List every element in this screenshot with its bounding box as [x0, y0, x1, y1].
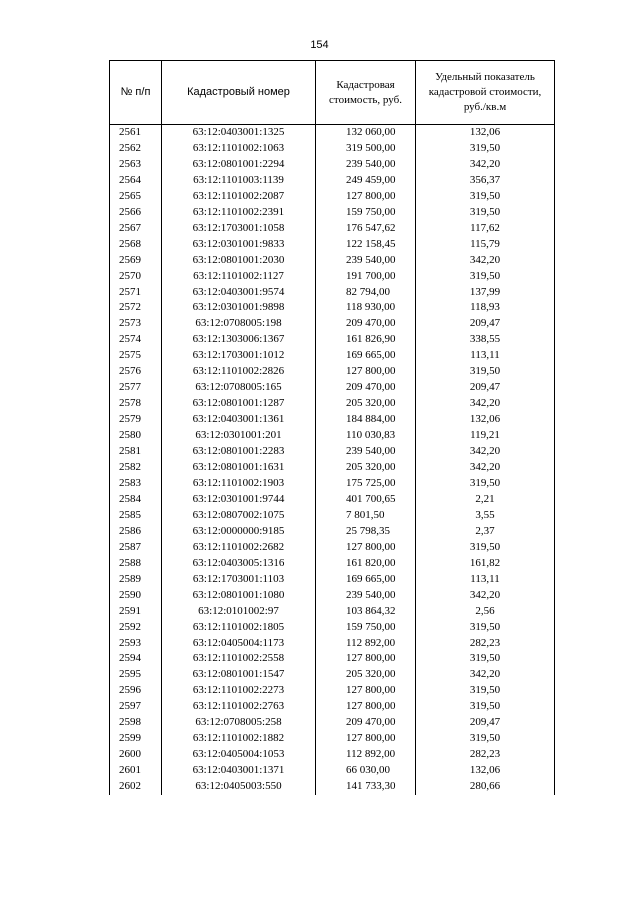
cadastral-value: 239 540,00 [316, 444, 416, 460]
row-number: 2597 [110, 699, 162, 715]
table-row [110, 253, 555, 269]
cadastral-number: 63:12:0301001:9898 [162, 300, 316, 316]
cadastral-value: 205 320,00 [316, 460, 416, 476]
cadastral-number: 63:12:1101002:2087 [162, 189, 316, 205]
cadastral-value: 127 800,00 [316, 540, 416, 556]
unit-indicator: 209,47 [416, 380, 555, 396]
unit-indicator: 319,50 [416, 699, 555, 715]
unit-indicator: 319,50 [416, 731, 555, 747]
cadastral-number: 63:12:1101002:1063 [162, 141, 316, 157]
unit-indicator: 282,23 [416, 636, 555, 652]
cadastral-number: 63:12:1101002:1882 [162, 731, 316, 747]
row-number: 2574 [110, 332, 162, 348]
row-number: 2577 [110, 380, 162, 396]
table-row [110, 620, 555, 636]
table-row [110, 428, 555, 444]
cadastral-number: 63:12:1703001:1103 [162, 572, 316, 588]
row-number: 2599 [110, 731, 162, 747]
cadastral-number: 63:12:0801001:1547 [162, 667, 316, 683]
header-cadastral-value: Кадастровая стоимость, руб. [316, 61, 416, 125]
row-number: 2592 [110, 620, 162, 636]
cadastral-value: 184 884,00 [316, 412, 416, 428]
cadastral-value: 112 892,00 [316, 747, 416, 763]
table-row [110, 683, 555, 699]
cadastral-number: 63:12:0801001:1080 [162, 588, 316, 604]
row-number: 2602 [110, 779, 162, 795]
cadastral-number: 63:12:0801001:2294 [162, 157, 316, 173]
table-row [110, 476, 555, 492]
cadastral-number: 63:12:0708005:198 [162, 316, 316, 332]
header-unit-indicator: Удельный показатель кадастровой стоимости, руб./кв.м [416, 61, 555, 125]
row-number: 2564 [110, 173, 162, 189]
table-row [110, 667, 555, 683]
cadastral-number: 63:12:0708005:258 [162, 715, 316, 731]
cadastral-number: 63:12:1101002:2763 [162, 699, 316, 715]
unit-indicator: 117,62 [416, 221, 555, 237]
table-row [110, 508, 555, 524]
cadastral-value: 127 800,00 [316, 189, 416, 205]
table-row [110, 572, 555, 588]
cadastral-value: 169 665,00 [316, 348, 416, 364]
cadastral-value: 112 892,00 [316, 636, 416, 652]
cadastral-number: 63:12:0000000:9185 [162, 524, 316, 540]
unit-indicator: 356,37 [416, 173, 555, 189]
table-row [110, 221, 555, 237]
table-row [110, 636, 555, 652]
cadastral-number: 63:12:0403005:1316 [162, 556, 316, 572]
row-number: 2586 [110, 524, 162, 540]
cadastral-number: 63:12:1101002:2558 [162, 651, 316, 667]
cadastral-number: 63:12:0405003:550 [162, 779, 316, 795]
row-number: 2598 [110, 715, 162, 731]
table-row [110, 460, 555, 476]
table-row [110, 173, 555, 189]
table-row [110, 731, 555, 747]
page-number: 154 [310, 39, 329, 51]
row-number: 2563 [110, 157, 162, 173]
cadastral-number: 63:12:0403001:1371 [162, 763, 316, 779]
cadastral-number: 63:12:1101003:1139 [162, 173, 316, 189]
unit-indicator: 319,50 [416, 540, 555, 556]
cadastral-number: 63:12:0301001:9833 [162, 237, 316, 253]
cadastral-number: 63:12:0403001:1325 [162, 125, 316, 141]
table-body [110, 125, 555, 796]
row-number: 2578 [110, 396, 162, 412]
cadastral-number: 63:12:0101002:97 [162, 604, 316, 620]
cadastral-number: 63:12:0403001:1361 [162, 412, 316, 428]
cadastral-value: 118 930,00 [316, 300, 416, 316]
unit-indicator: 319,50 [416, 205, 555, 221]
table-row [110, 141, 555, 157]
cadastral-value: 159 750,00 [316, 205, 416, 221]
row-number: 2591 [110, 604, 162, 620]
table-row [110, 237, 555, 253]
row-number: 2600 [110, 747, 162, 763]
row-number: 2584 [110, 492, 162, 508]
cadastral-value: 161 820,00 [316, 556, 416, 572]
unit-indicator: 319,50 [416, 476, 555, 492]
cadastral-number: 63:12:1703001:1012 [162, 348, 316, 364]
table-row [110, 604, 555, 620]
row-number: 2576 [110, 364, 162, 380]
row-number: 2589 [110, 572, 162, 588]
cadastral-value: 141 733,30 [316, 779, 416, 795]
unit-indicator: 113,11 [416, 572, 555, 588]
cadastral-number: 63:12:1303006:1367 [162, 332, 316, 348]
cadastral-value: 239 540,00 [316, 157, 416, 173]
unit-indicator: 2,37 [416, 524, 555, 540]
row-number: 2595 [110, 667, 162, 683]
cadastral-number: 63:12:1101002:1805 [162, 620, 316, 636]
table-row [110, 157, 555, 173]
cadastral-number: 63:12:0801001:1631 [162, 460, 316, 476]
unit-indicator: 3,55 [416, 508, 555, 524]
table-row [110, 396, 555, 412]
cadastral-value: 7 801,50 [316, 508, 416, 524]
unit-indicator: 342,20 [416, 588, 555, 604]
cadastral-value: 159 750,00 [316, 620, 416, 636]
row-number: 2570 [110, 269, 162, 285]
table-row [110, 444, 555, 460]
cadastral-number: 63:12:1101002:2391 [162, 205, 316, 221]
table-row [110, 189, 555, 205]
table-row [110, 380, 555, 396]
table-row [110, 269, 555, 285]
table-row [110, 715, 555, 731]
unit-indicator: 280,66 [416, 779, 555, 795]
row-number: 2580 [110, 428, 162, 444]
row-number: 2588 [110, 556, 162, 572]
cadastral-number: 63:12:0405004:1173 [162, 636, 316, 652]
table-row [110, 651, 555, 667]
unit-indicator: 342,20 [416, 667, 555, 683]
row-number: 2571 [110, 285, 162, 301]
unit-indicator: 161,82 [416, 556, 555, 572]
cadastral-value: 122 158,45 [316, 237, 416, 253]
unit-indicator: 209,47 [416, 316, 555, 332]
row-number: 2582 [110, 460, 162, 476]
table-row [110, 779, 555, 795]
unit-indicator: 118,93 [416, 300, 555, 316]
row-number: 2587 [110, 540, 162, 556]
cadastral-number: 63:12:0708005:165 [162, 380, 316, 396]
cadastral-value: 319 500,00 [316, 141, 416, 157]
cadastral-table [109, 60, 555, 795]
unit-indicator: 132,06 [416, 412, 555, 428]
cadastral-value: 66 030,00 [316, 763, 416, 779]
row-number: 2596 [110, 683, 162, 699]
row-number: 2581 [110, 444, 162, 460]
table-row [110, 364, 555, 380]
unit-indicator: 319,50 [416, 141, 555, 157]
cadastral-number: 63:12:0301001:201 [162, 428, 316, 444]
cadastral-value: 169 665,00 [316, 572, 416, 588]
cadastral-value: 127 800,00 [316, 699, 416, 715]
table-row [110, 540, 555, 556]
table-header [110, 61, 555, 125]
cadastral-value: 209 470,00 [316, 715, 416, 731]
row-number: 2573 [110, 316, 162, 332]
unit-indicator: 2,21 [416, 492, 555, 508]
cadastral-value: 127 800,00 [316, 683, 416, 699]
table-row [110, 588, 555, 604]
cadastral-number: 63:12:0807002:1075 [162, 508, 316, 524]
cadastral-number: 63:12:0801001:2283 [162, 444, 316, 460]
cadastral-value: 175 725,00 [316, 476, 416, 492]
cadastral-number: 63:12:1101002:1127 [162, 269, 316, 285]
unit-indicator: 2,56 [416, 604, 555, 620]
unit-indicator: 319,50 [416, 189, 555, 205]
unit-indicator: 342,20 [416, 460, 555, 476]
cadastral-value: 249 459,00 [316, 173, 416, 189]
table-row [110, 316, 555, 332]
row-number: 2594 [110, 651, 162, 667]
unit-indicator: 342,20 [416, 444, 555, 460]
table-row [110, 524, 555, 540]
row-number: 2579 [110, 412, 162, 428]
row-number: 2561 [110, 125, 162, 141]
unit-indicator: 319,50 [416, 269, 555, 285]
row-number: 2569 [110, 253, 162, 269]
row-number: 2567 [110, 221, 162, 237]
unit-indicator: 338,55 [416, 332, 555, 348]
row-number: 2590 [110, 588, 162, 604]
cadastral-value: 82 794,00 [316, 285, 416, 301]
table-row [110, 699, 555, 715]
cadastral-value: 205 320,00 [316, 396, 416, 412]
cadastral-number: 63:12:0301001:9744 [162, 492, 316, 508]
table-row [110, 332, 555, 348]
cadastral-number: 63:12:1101002:2682 [162, 540, 316, 556]
cadastral-value: 239 540,00 [316, 253, 416, 269]
cadastral-number: 63:12:1703001:1058 [162, 221, 316, 237]
cadastral-value: 110 030,83 [316, 428, 416, 444]
header-row [110, 61, 555, 125]
cadastral-number: 63:12:0801001:1287 [162, 396, 316, 412]
cadastral-number: 63:12:1101002:2826 [162, 364, 316, 380]
cadastral-value: 176 547,62 [316, 221, 416, 237]
cadastral-number: 63:12:0403001:9574 [162, 285, 316, 301]
row-number: 2572 [110, 300, 162, 316]
table-row [110, 348, 555, 364]
cadastral-number: 63:12:0801001:2030 [162, 253, 316, 269]
row-number: 2568 [110, 237, 162, 253]
row-number: 2593 [110, 636, 162, 652]
table-row [110, 492, 555, 508]
cadastral-value: 132 060,00 [316, 125, 416, 141]
table-row [110, 556, 555, 572]
cadastral-value: 127 800,00 [316, 731, 416, 747]
cadastral-value: 161 826,90 [316, 332, 416, 348]
cadastral-number: 63:12:0405004:1053 [162, 747, 316, 763]
cadastral-value: 127 800,00 [316, 651, 416, 667]
table-row [110, 412, 555, 428]
unit-indicator: 342,20 [416, 253, 555, 269]
cadastral-value: 191 700,00 [316, 269, 416, 285]
table-row [110, 300, 555, 316]
table-row [110, 763, 555, 779]
cadastral-value: 205 320,00 [316, 667, 416, 683]
cadastral-value: 103 864,32 [316, 604, 416, 620]
header-cadastral-number: Кадастровый номер [162, 61, 316, 125]
cadastral-number: 63:12:1101002:2273 [162, 683, 316, 699]
unit-indicator: 115,79 [416, 237, 555, 253]
cadastral-value: 209 470,00 [316, 316, 416, 332]
table-row [110, 125, 555, 141]
unit-indicator: 132,06 [416, 125, 555, 141]
cadastral-value: 25 798,35 [316, 524, 416, 540]
cadastral-value: 209 470,00 [316, 380, 416, 396]
cadastral-value: 401 700,65 [316, 492, 416, 508]
cadastral-number: 63:12:1101002:1903 [162, 476, 316, 492]
unit-indicator: 132,06 [416, 763, 555, 779]
table-row [110, 747, 555, 763]
unit-indicator: 137,99 [416, 285, 555, 301]
unit-indicator: 319,50 [416, 683, 555, 699]
unit-indicator: 282,23 [416, 747, 555, 763]
header-row-number: № п/п [110, 61, 162, 125]
table-row [110, 285, 555, 301]
row-number: 2601 [110, 763, 162, 779]
unit-indicator: 319,50 [416, 651, 555, 667]
unit-indicator: 119,21 [416, 428, 555, 444]
row-number: 2585 [110, 508, 162, 524]
row-number: 2566 [110, 205, 162, 221]
row-number: 2575 [110, 348, 162, 364]
unit-indicator: 319,50 [416, 364, 555, 380]
cadastral-value: 127 800,00 [316, 364, 416, 380]
table-row [110, 205, 555, 221]
unit-indicator: 342,20 [416, 157, 555, 173]
unit-indicator: 113,11 [416, 348, 555, 364]
unit-indicator: 342,20 [416, 396, 555, 412]
cadastral-value: 239 540,00 [316, 588, 416, 604]
row-number: 2583 [110, 476, 162, 492]
row-number: 2562 [110, 141, 162, 157]
unit-indicator: 209,47 [416, 715, 555, 731]
unit-indicator: 319,50 [416, 620, 555, 636]
row-number: 2565 [110, 189, 162, 205]
